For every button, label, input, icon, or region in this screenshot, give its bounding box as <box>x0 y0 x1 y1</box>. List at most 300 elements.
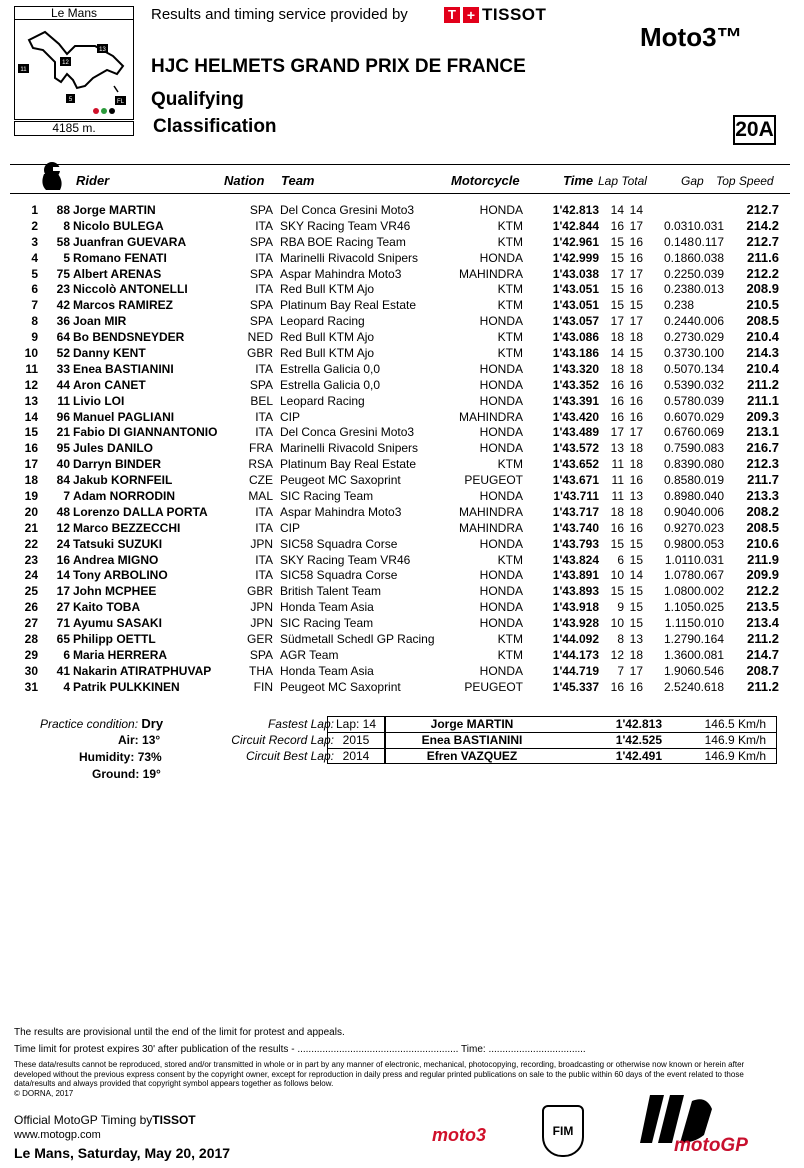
rider-number: 21 <box>56 425 70 440</box>
motorcycle: HONDA <box>479 393 523 408</box>
motorcycle: HONDA <box>479 203 523 217</box>
nation: ITA <box>255 218 273 233</box>
record-when: 2015 <box>342 733 370 747</box>
top-speed: 209.9 <box>746 567 779 583</box>
official-timing-text: Official MotoGP Timing by <box>14 1113 153 1127</box>
team: SKY Racing Team VR46 <box>280 552 411 567</box>
nation: ITA <box>255 568 273 583</box>
nation: THA <box>249 663 273 678</box>
table-row <box>0 647 804 663</box>
gap-previous: 0.164 <box>693 632 724 647</box>
rider-number: 52 <box>56 346 70 361</box>
practice-condition-value: Dry <box>141 716 164 731</box>
col-gap: Gap <box>681 174 704 188</box>
total-laps: 16 <box>629 282 643 297</box>
motorcycle: HONDA <box>479 314 523 329</box>
circuit-name: Le Mans <box>14 6 134 20</box>
position: 10 <box>24 346 38 361</box>
best-lap: 15 <box>610 282 624 297</box>
rider-number: 48 <box>56 504 70 519</box>
motorcycle: KTM <box>497 552 523 567</box>
gap-previous: 0.039 <box>693 393 724 408</box>
gap-first: 0.904 <box>663 504 694 519</box>
gap-first: 0.927 <box>663 520 694 535</box>
doc-number: 20A <box>733 115 776 145</box>
rider-name: Albert ARENAS <box>73 266 162 281</box>
gap-first: 0.225 <box>663 266 694 281</box>
record-rider: Enea BASTIANINI <box>421 733 523 747</box>
lap-time: 1'42.844 <box>552 218 599 233</box>
top-speed: 208.5 <box>746 519 779 535</box>
lap-time: 1'43.717 <box>552 504 599 519</box>
nation: SPA <box>249 266 273 281</box>
nation: MAL <box>248 489 273 504</box>
gap-previous: 0.100 <box>693 346 724 361</box>
gap-first: 1.080 <box>663 584 694 599</box>
gap-first: 1.906 <box>663 663 694 678</box>
gap-previous: 0.080 <box>693 457 724 472</box>
best-lap: 16 <box>610 679 624 694</box>
lap-time: 1'43.928 <box>552 616 599 631</box>
website-link[interactable]: www.motogp.com <box>14 1129 101 1141</box>
lap-time: 1'43.420 <box>552 409 599 424</box>
team: AGR Team <box>280 647 339 662</box>
total-laps: 16 <box>629 377 643 392</box>
rider-number: 58 <box>56 234 70 249</box>
best-lap: 6 <box>617 552 624 567</box>
rider-number: 8 <box>63 218 70 233</box>
position: 29 <box>24 647 38 662</box>
total-laps: 15 <box>629 298 643 313</box>
lap-time: 1'43.572 <box>552 441 599 456</box>
gap-first: 0.273 <box>663 330 694 345</box>
provider-text: Results and timing service provided by <box>151 6 408 23</box>
table-row <box>0 361 804 377</box>
table-row <box>0 266 804 282</box>
best-lap: 9 <box>617 600 624 615</box>
rider-name: Philipp OETTL <box>73 632 156 647</box>
rider-number: 44 <box>56 377 70 392</box>
total-laps: 15 <box>629 536 643 551</box>
record-row <box>212 716 782 732</box>
motorcycle: HONDA <box>479 663 523 678</box>
motorcycle: HONDA <box>479 568 523 583</box>
map-label: 5 <box>68 97 73 103</box>
rider-name: Lorenzo DALLA PORTA <box>73 504 208 519</box>
lap-time: 1'43.186 <box>552 346 599 361</box>
map-label: FL <box>116 99 125 105</box>
lap-time: 1'43.038 <box>552 266 599 281</box>
gap-first: 0.607 <box>663 409 694 424</box>
motorcycle: KTM <box>497 282 523 297</box>
col-lap-total: Lap Total <box>598 174 647 188</box>
nation: RSA <box>248 457 273 472</box>
team: Aspar Mahindra Moto3 <box>280 266 402 281</box>
gap-first: 0.186 <box>663 250 694 265</box>
nation: ITA <box>255 504 273 519</box>
motorcycle: MAHINDRA <box>458 409 523 424</box>
total-laps: 15 <box>629 552 643 567</box>
best-lap: 16 <box>610 409 624 424</box>
top-speed: 212.2 <box>746 583 779 599</box>
team: Peugeot MC Saxoprint <box>280 679 401 694</box>
top-speed: 214.2 <box>746 217 779 233</box>
top-speed: 208.5 <box>746 313 779 329</box>
map-label: 13 <box>99 47 106 53</box>
gap-first: 0.373 <box>663 346 694 361</box>
gap-previous: 0.040 <box>693 489 724 504</box>
motorcycle: HONDA <box>479 250 523 265</box>
rider-name: Darryn BINDER <box>73 457 162 472</box>
gap-first: 0.759 <box>663 441 694 456</box>
gap-previous: 0.039 <box>693 266 724 281</box>
total-laps: 18 <box>629 361 643 376</box>
fim-logo-text: FIM <box>552 1124 574 1138</box>
tissot-brand: TISSOT <box>482 5 547 24</box>
col-rider: Rider <box>76 173 110 188</box>
lap-time: 1'43.051 <box>552 298 599 313</box>
rider-number: 88 <box>56 203 70 217</box>
total-laps: 18 <box>629 647 643 662</box>
motorcycle: MAHINDRA <box>458 266 523 281</box>
best-lap: 16 <box>610 377 624 392</box>
team: Südmetall Schedl GP Racing <box>280 632 435 647</box>
table-row <box>0 345 804 361</box>
best-lap: 18 <box>610 504 624 519</box>
circuit-map-icon <box>15 20 133 118</box>
motogp-logo-text: motoGP <box>674 1135 748 1156</box>
best-lap: 11 <box>611 489 624 504</box>
best-lap: 10 <box>610 568 624 583</box>
team: Red Bull KTM Ajo <box>280 330 375 345</box>
top-speed: 211.2 <box>747 631 779 647</box>
motogp-logo <box>630 1095 770 1165</box>
map-label: 11 <box>20 67 27 73</box>
table-row <box>0 234 804 250</box>
gap-first: 0.980 <box>663 536 694 551</box>
total-laps: 15 <box>629 616 643 631</box>
lap-time: 1'43.489 <box>552 425 599 440</box>
rider-number: 6 <box>63 647 70 662</box>
team: Leopard Racing <box>280 314 365 329</box>
rider-name: Tony ARBOLINO <box>73 568 168 583</box>
gap-previous: 0.010 <box>693 616 724 631</box>
rider-number: 95 <box>56 441 70 456</box>
motorcycle: HONDA <box>479 425 523 440</box>
gap-first: 0.539 <box>663 377 694 392</box>
best-lap: 16 <box>610 218 624 233</box>
best-lap: 17 <box>610 425 624 440</box>
rider-name: Fabio DI GIANNANTONIO <box>73 425 218 440</box>
lap-time: 1'42.961 <box>552 234 599 249</box>
table-row <box>0 615 804 631</box>
total-laps: 17 <box>629 314 643 329</box>
table-row <box>0 504 804 520</box>
table-row <box>0 281 804 297</box>
top-speed: 211.2 <box>747 678 779 694</box>
doc-title: Classification <box>153 116 277 137</box>
top-speed: 210.6 <box>746 535 779 551</box>
rider-name: Jakub KORNFEIL <box>73 473 173 488</box>
nation: FIN <box>253 679 273 694</box>
session-title: Qualifying <box>151 89 244 110</box>
gap-previous: 0.013 <box>693 282 724 297</box>
nation: ITA <box>255 282 273 297</box>
col-nation: Nation <box>224 173 265 188</box>
practice-condition-label: Practice condition: <box>40 717 139 731</box>
gap-first: 1.279 <box>663 632 694 647</box>
nation: GBR <box>246 346 273 361</box>
top-speed: 214.3 <box>746 345 779 361</box>
top-speed: 208.2 <box>746 503 779 519</box>
rider-number: 41 <box>56 663 70 678</box>
total-laps: 18 <box>629 330 643 345</box>
position: 8 <box>31 314 38 329</box>
top-speed: 208.9 <box>746 281 779 297</box>
total-laps: 14 <box>629 203 643 217</box>
nation: JPN <box>250 536 273 551</box>
results-table <box>0 202 804 695</box>
rider-number: 7 <box>63 489 70 504</box>
lap-time: 1'43.918 <box>552 600 599 615</box>
gap-previous: 0.029 <box>693 330 724 345</box>
record-when: 2014 <box>342 749 370 763</box>
rider-number: 12 <box>56 520 70 535</box>
top-speed: 210.5 <box>746 297 779 313</box>
team: Platinum Bay Real Estate <box>280 298 417 313</box>
lap-time: 1'43.086 <box>552 330 599 345</box>
total-laps: 16 <box>629 473 643 488</box>
total-laps: 18 <box>629 441 643 456</box>
team: Peugeot MC Saxoprint <box>280 473 401 488</box>
top-speed: 213.5 <box>746 599 779 615</box>
gap-previous: 0.019 <box>693 473 724 488</box>
team: SKY Racing Team VR46 <box>280 218 411 233</box>
gap-first: 0.031 <box>663 218 694 233</box>
position: 25 <box>24 584 38 599</box>
lap-time: 1'43.352 <box>552 377 599 392</box>
nation: JPN <box>250 616 273 631</box>
total-laps: 18 <box>629 504 643 519</box>
rider-name: Adam NORRODIN <box>73 489 176 504</box>
record-label: Circuit Best Lap: <box>245 749 334 763</box>
best-lap: 13 <box>610 441 624 456</box>
team: Aspar Mahindra Moto3 <box>280 504 402 519</box>
top-speed: 210.4 <box>746 360 779 376</box>
rider-number: 33 <box>56 361 70 376</box>
rider-number: 36 <box>56 314 70 329</box>
gap-previous: 0.006 <box>693 314 724 329</box>
rider-name: Ayumu SASAKI <box>73 616 162 631</box>
table-row <box>0 472 804 488</box>
position: 24 <box>24 568 38 583</box>
table-row <box>0 583 804 599</box>
best-lap: 14 <box>610 203 624 217</box>
team: Leopard Racing <box>280 393 365 408</box>
gap-previous: 0.002 <box>693 584 724 599</box>
position: 31 <box>24 679 38 694</box>
rider-number: 64 <box>56 330 70 345</box>
gap-previous: 0.546 <box>693 663 724 678</box>
team: Red Bull KTM Ajo <box>280 282 375 297</box>
record-time: 1'42.525 <box>615 733 662 747</box>
position: 7 <box>31 298 38 313</box>
rider-name: Patrik PULKKINEN <box>73 679 180 694</box>
motorcycle: HONDA <box>479 584 523 599</box>
total-laps: 16 <box>629 679 643 694</box>
col-team: Team <box>281 173 315 188</box>
table-row <box>0 329 804 345</box>
tissot-logo <box>444 6 546 24</box>
lap-time: 1'43.652 <box>552 457 599 472</box>
rider-number: 75 <box>56 266 70 281</box>
position: 15 <box>24 425 38 440</box>
best-lap: 17 <box>610 266 624 281</box>
gap-first: 1.011 <box>664 552 694 567</box>
top-speed: 214.7 <box>746 646 779 662</box>
position: 26 <box>24 600 38 615</box>
team: SIC58 Squadra Corse <box>280 568 398 583</box>
table-row <box>0 440 804 456</box>
motorcycle: HONDA <box>479 441 523 456</box>
total-laps: 13 <box>629 632 643 647</box>
top-speed: 212.2 <box>746 265 779 281</box>
gap-previous: 0.081 <box>693 647 724 662</box>
motorcycle: PEUGEOT <box>464 473 523 488</box>
record-time: 1'42.813 <box>615 717 662 731</box>
position: 19 <box>24 489 38 504</box>
total-laps: 18 <box>629 457 643 472</box>
rider-name: Tatsuki SUZUKI <box>73 536 163 551</box>
gap-previous: 0.067 <box>693 568 724 583</box>
gap-previous: 0.029 <box>693 409 724 424</box>
nation: ITA <box>255 250 273 265</box>
copyright-text: These data/results cannot be reproduced, stored and/or transmitted in whole or in part by any manner of electronic, mechanical, photocopying, recording, broadcasting or otherwise now known or herein after developed without the previous express consent by the copyright owner, except for reproduction in daily press and regular printed publications on sale to the public within 60 days of the event related to those data/results and always provided that copyright symbol appears together as follows below. <box>14 1060 745 1088</box>
gap-first: 0.676 <box>663 425 694 440</box>
gap-previous: 0.069 <box>693 425 724 440</box>
nation: ITA <box>255 520 273 535</box>
ground-value: 19° <box>142 767 161 781</box>
record-rider: Efren VAZQUEZ <box>426 749 518 763</box>
gap-previous: 0.134 <box>693 361 724 376</box>
position: 22 <box>24 536 38 551</box>
position: 23 <box>24 552 38 567</box>
gap-first: 0.238 <box>663 282 694 297</box>
motorcycle: KTM <box>497 234 523 249</box>
position: 21 <box>24 520 38 535</box>
lap-time: 1'43.711 <box>553 489 599 504</box>
rider-number: 16 <box>56 552 70 567</box>
rider-name: Aron CANET <box>73 377 146 392</box>
lap-time: 1'43.391 <box>552 393 599 408</box>
gap-first: 1.115 <box>664 616 694 631</box>
rider-name: Nakarin ATIRATPHUVAP <box>73 663 212 678</box>
rider-number: 71 <box>56 616 70 631</box>
top-speed: 211.1 <box>747 392 779 408</box>
col-time: Time <box>563 173 594 188</box>
position: 27 <box>24 616 38 631</box>
nation: ITA <box>255 425 273 440</box>
lap-time: 1'43.671 <box>552 473 599 488</box>
table-row <box>0 218 804 234</box>
rider-name: Romano FENATI <box>73 250 167 265</box>
lap-time: 1'43.320 <box>552 361 599 376</box>
record-time: 1'42.491 <box>615 749 662 763</box>
best-lap: 15 <box>610 250 624 265</box>
position: 14 <box>24 409 38 424</box>
position: 3 <box>31 234 38 249</box>
best-lap: 16 <box>610 520 624 535</box>
lap-time: 1'44.719 <box>552 663 599 678</box>
table-row <box>0 520 804 536</box>
top-speed: 211.6 <box>747 249 779 265</box>
table-row <box>0 663 804 679</box>
team: Marinelli Rivacold Snipers <box>280 250 419 265</box>
position: 5 <box>31 266 38 281</box>
record-label: Circuit Record Lap: <box>231 733 334 747</box>
gap-previous: 0.032 <box>693 377 724 392</box>
total-laps: 16 <box>629 234 643 249</box>
team: CIP <box>280 409 301 424</box>
record-row <box>212 732 782 748</box>
moto3-logo: moto3 <box>432 1125 486 1145</box>
tissot-cross-icon: T <box>444 7 460 23</box>
best-lap: 8 <box>617 632 624 647</box>
top-speed: 216.7 <box>746 440 779 456</box>
rider-name: Kaito TOBA <box>73 600 141 615</box>
total-laps: 17 <box>629 218 643 233</box>
humidity-value: 73% <box>137 750 162 764</box>
lap-time: 1'43.057 <box>552 314 599 329</box>
place-date: Le Mans, Saturday, May 20, 2017 <box>14 1145 231 1161</box>
rider-name: Jules DANILO <box>73 441 154 456</box>
top-speed: 212.7 <box>746 202 779 217</box>
nation: ITA <box>255 361 273 376</box>
table-row <box>0 552 804 568</box>
motorcycle: KTM <box>497 218 523 233</box>
table-row <box>0 424 804 440</box>
record-speed: 146.9 Km/h <box>704 733 766 747</box>
team: Estrella Galicia 0,0 <box>280 377 381 392</box>
best-lap: 18 <box>610 361 624 376</box>
rider-name: Manuel PAGLIANI <box>73 409 175 424</box>
position: 20 <box>24 504 38 519</box>
copyright: © DORNA, 2017 <box>14 1089 74 1098</box>
rider-name: Marco BEZZECCHI <box>73 520 181 535</box>
best-lap: 18 <box>610 330 624 345</box>
lap-time: 1'43.893 <box>552 584 599 599</box>
divider <box>10 193 790 194</box>
nation: FRA <box>249 441 273 456</box>
gap-previous: 0.031 <box>693 552 724 567</box>
ground-label: Ground: <box>92 767 140 781</box>
gap-previous: 0.023 <box>693 520 724 535</box>
col-top-speed: Top Speed <box>716 174 774 188</box>
air-label: Air: <box>118 733 139 747</box>
rider-number: 11 <box>57 393 70 408</box>
nation: SPA <box>249 203 273 217</box>
record-when: Lap: 14 <box>335 717 377 731</box>
table-row <box>0 631 804 647</box>
motorcycle: HONDA <box>479 377 523 392</box>
class-title: Moto3™ <box>640 22 743 52</box>
rider-number: 96 <box>56 409 70 424</box>
gap-first: 0.898 <box>663 489 694 504</box>
total-laps: 16 <box>629 409 643 424</box>
swiss-cross-icon: + <box>463 7 479 23</box>
nation: SPA <box>249 234 273 249</box>
motorcycle: MAHINDRA <box>458 504 523 519</box>
